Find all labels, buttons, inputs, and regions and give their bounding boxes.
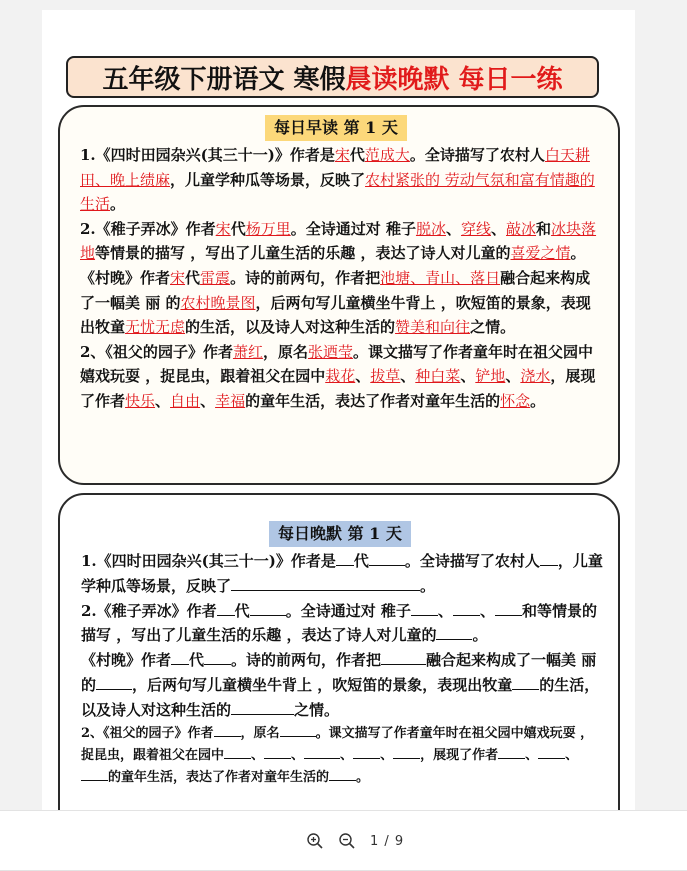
text-segment: 1.《四时田园杂兴(其三十一)》作者是 [80, 146, 335, 164]
fill-blank [336, 551, 354, 566]
text-segment: 。课文描写了作者童年时在祖父园中嬉戏玩耍 ，捉昆虫，跟着祖父在园中 [80, 342, 594, 386]
answer-text: 赞美和向往 [395, 318, 471, 337]
text-segment: 和等情景的描写 ，写出了儿童生活的乐趣 ，表达了诗人对儿童的 [81, 601, 597, 645]
fill-blank [81, 768, 108, 781]
fill-blank [369, 551, 405, 566]
answer-text: 穿线 [460, 219, 491, 238]
page-indicator: 1 / 9 [370, 833, 405, 849]
evening-paragraph [81, 723, 605, 789]
text-segment: 的童年生活，表达了作者对童年生活的 [245, 391, 501, 410]
answer-text: 杨万里 [245, 219, 291, 238]
answer-text: 脱冰 [415, 219, 446, 238]
answer-text: 无忧无虑 [125, 318, 186, 337]
text-segment: 、 [291, 747, 305, 763]
text-segment: ，后两句写儿童横坐牛背上 ，吹短笛的景象，表现出牧童 [80, 293, 591, 337]
text-segment: 代 [230, 219, 246, 238]
text-segment: 、 [355, 367, 371, 386]
text-segment: 2、《祖父的园子》作者 [80, 342, 233, 361]
text-segment: 。 [570, 244, 586, 263]
text-segment: 2.《稚子弄冰》作者 [81, 601, 217, 620]
title-black: 五年级下册语文 寒假 [102, 64, 346, 95]
text-segment: 、 [380, 747, 394, 763]
answer-text: 幸福 [215, 391, 246, 410]
fill-blank [304, 746, 340, 759]
text-segment: 、 [505, 367, 521, 386]
fill-blank [96, 675, 132, 690]
fill-blank [231, 576, 420, 591]
morning-heading: 每日早读 第 1 天 [265, 115, 407, 141]
fill-blank [381, 650, 426, 665]
text-segment: 。 [356, 769, 370, 785]
evening-heading: 每日晚默 第 1 天 [269, 521, 411, 547]
fill-blank [204, 650, 231, 665]
text-segment: ，原名 [240, 725, 280, 741]
fill-blank [250, 601, 286, 616]
answer-text: 铲地 [475, 367, 506, 386]
answer-text: 张迺莹 [307, 342, 353, 361]
text-segment: 的童年生活，表达了作者对童年生活的 [108, 769, 330, 785]
answer-text: 农村晚景图 [180, 293, 256, 312]
text-segment: 。诗的前两句，作者把 [230, 268, 381, 287]
answer-text: 农村紧张的 劳动气氛和富有情趣的生活 [80, 170, 595, 214]
text-segment: 。全诗描写了农村人 [409, 146, 545, 164]
text-segment: 《村晚》作者 [80, 268, 171, 287]
morning-paragraph [80, 217, 604, 266]
fill-blank [214, 724, 241, 737]
answer-text: 萧红 [232, 342, 263, 361]
morning-reading-card [58, 105, 620, 485]
fill-blank [436, 625, 472, 640]
text-segment: 、 [437, 601, 453, 620]
morning-paragraph [80, 266, 604, 340]
text-segment: 代 [234, 601, 250, 620]
answer-text: 自由 [170, 391, 201, 410]
answer-text: 池塘、青山、落日 [380, 268, 501, 287]
text-segment: 。全诗通过对 稚子 [290, 219, 416, 238]
fill-blank [495, 601, 522, 616]
text-segment: 2、《祖父的园子》作者 [81, 725, 214, 741]
text-segment: ，后两句写儿童横坐牛背上 ，吹短笛的景象，表现出牧童 [132, 675, 513, 694]
text-segment: 代 [353, 552, 369, 570]
text-segment: ，展现了作者 [80, 367, 596, 410]
text-segment: 、 [340, 747, 354, 763]
text-segment: 。诗的前两句，作者把 [231, 651, 382, 670]
morning-paragraph [80, 143, 604, 217]
text-segment: ，儿童学种瓜等场景，反映了 [170, 170, 366, 189]
text-segment: 、 [565, 747, 579, 763]
text-segment: 。全诗描写了农村人 [404, 552, 540, 570]
text-segment: 。 [530, 391, 546, 410]
page-title [66, 56, 599, 98]
evening-paragraph [81, 549, 605, 599]
text-segment: 、 [491, 219, 507, 238]
fill-blank [231, 700, 294, 715]
text-segment: 和 [536, 219, 552, 238]
morning-paragraph [80, 340, 604, 414]
text-segment: ，展现了作者 [420, 747, 499, 763]
text-segment: 的生活，以及诗人对这种生活的 [185, 318, 396, 337]
text-segment: 。 [472, 626, 488, 645]
answer-text: 范成大 [364, 146, 410, 164]
text-segment: 《村晚》作者 [81, 651, 172, 670]
fill-blank [224, 746, 251, 759]
evening-body [81, 549, 605, 789]
text-segment: 。课文描写了作者童年时在祖父园中嬉戏玩耍 ，捉昆虫，跟着祖父在园中 [81, 725, 594, 763]
fill-blank [280, 724, 316, 737]
text-segment: 1.《四时田园杂兴(其三十一)》作者是 [81, 552, 336, 570]
text-segment: 、 [200, 391, 216, 410]
text-segment: 、 [479, 601, 495, 620]
fill-blank [538, 746, 565, 759]
answer-text: 怀念 [500, 391, 531, 410]
answer-text: 浇水 [520, 367, 551, 386]
text-segment: 、 [525, 747, 539, 763]
answer-text: 快乐 [125, 391, 156, 410]
fill-blank [171, 650, 189, 665]
zoom-in-icon[interactable] [306, 832, 324, 850]
answer-text: 种白菜 [415, 367, 461, 386]
answer-text: 雷震 [200, 268, 231, 287]
answer-text: 宋 [334, 146, 350, 164]
text-segment: 的生活，以及诗人对这种生活的 [81, 675, 600, 719]
text-segment: 融合起来构成了一幅美 丽 的 [80, 268, 591, 312]
title-red: 晨读晚默 每日一练 [345, 64, 563, 95]
fill-blank [540, 551, 558, 566]
text-segment: 代 [189, 651, 205, 670]
text-segment: 之情。 [470, 318, 516, 337]
document-page [42, 10, 635, 810]
fill-blank [393, 746, 420, 759]
fill-blank [411, 601, 438, 616]
top-strip [0, 0, 687, 10]
text-segment: 、 [460, 367, 476, 386]
viewer-toolbar [0, 810, 687, 871]
evening-paragraph [81, 599, 605, 649]
answer-text: 敲冰 [506, 219, 537, 238]
text-segment: 、 [445, 219, 461, 238]
fill-blank [453, 601, 480, 616]
fill-blank [217, 601, 235, 616]
answer-text: 冰块落地 [80, 219, 597, 263]
morning-body [80, 143, 604, 414]
answer-text: 宋 [170, 268, 186, 287]
text-segment: 。 [110, 195, 126, 214]
text-segment: 等情景的描写 ，写出了儿童生活的乐趣 ，表达了诗人对儿童的 [95, 244, 511, 263]
fill-blank [264, 746, 291, 759]
text-segment: 。 [420, 576, 436, 595]
fill-blank [498, 746, 525, 759]
text-segment: 、 [251, 747, 265, 763]
text-segment: 、 [400, 367, 416, 386]
answer-text: 栽花 [325, 367, 356, 386]
evening-dictation-card [58, 493, 620, 810]
text-segment: 代 [185, 268, 201, 287]
fill-blank [329, 768, 356, 781]
text-segment: 2.《稚子弄冰》作者 [80, 219, 216, 238]
zoom-out-icon[interactable] [338, 832, 356, 850]
text-segment: 。全诗通过对 稚子 [285, 601, 411, 620]
answer-text: 拔草 [370, 367, 401, 386]
evening-paragraph [81, 648, 605, 722]
text-segment: ，儿童学种瓜等场景，反映了 [81, 552, 603, 595]
text-segment: ，原名 [262, 342, 308, 361]
text-segment: 融合起来构成了一幅美 丽 的 [81, 651, 597, 694]
answer-text: 宋 [215, 219, 231, 238]
text-segment: 代 [349, 146, 365, 164]
fill-blank [353, 746, 380, 759]
fill-blank [512, 675, 539, 690]
text-segment: 之情。 [294, 700, 340, 719]
answer-text: 白天耕田、晚上绩麻 [80, 146, 590, 189]
answer-text: 喜爱之情 [510, 244, 571, 263]
text-segment: 、 [155, 391, 171, 410]
